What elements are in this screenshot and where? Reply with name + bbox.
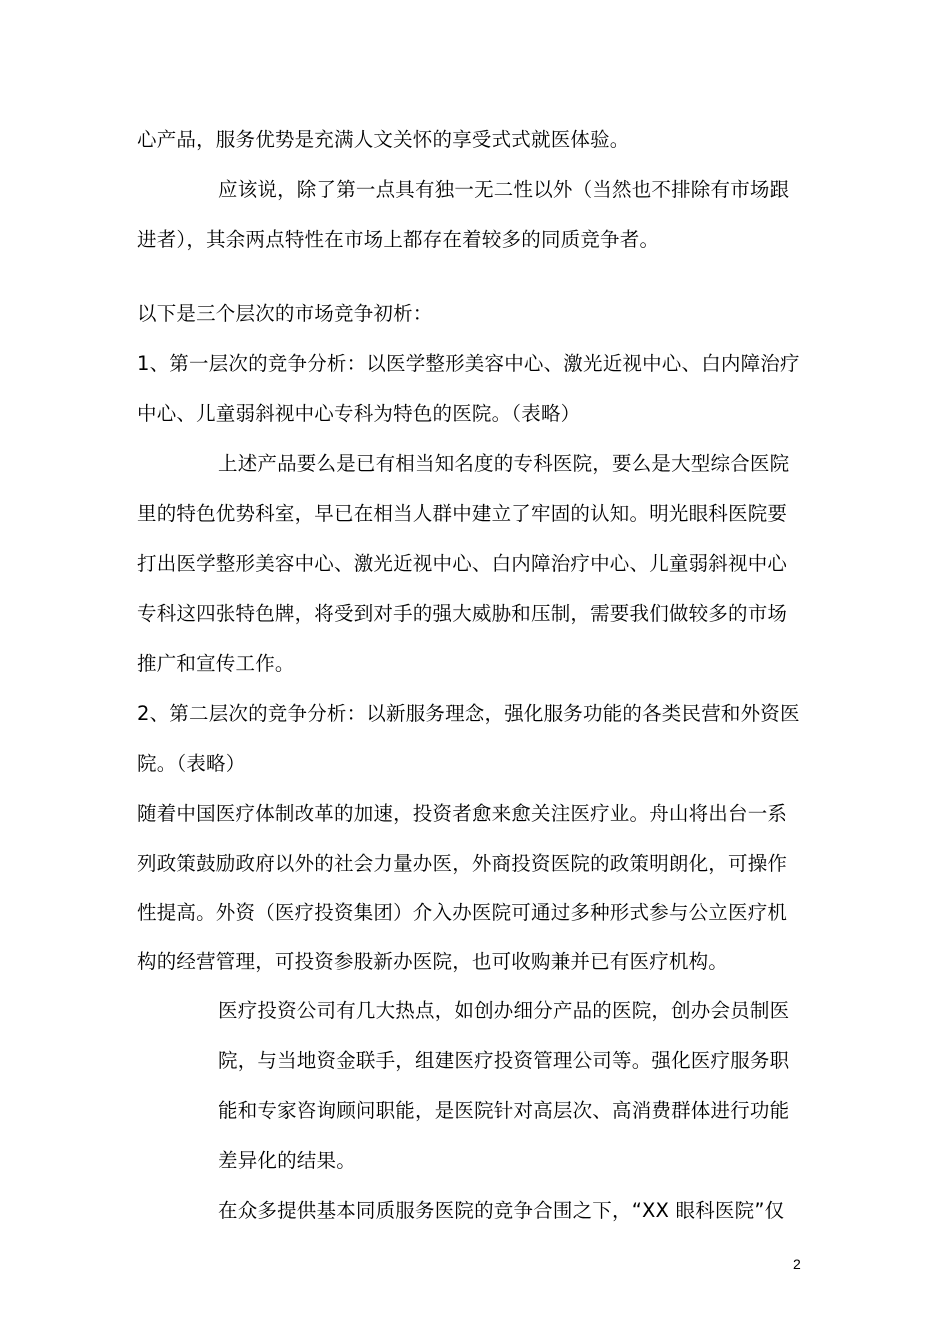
text-line: 医疗投资公司有几大热点，如创办细分产品的医院，创办会员制医 [218,999,790,1022]
text-line: 2、第二层次的竞争分析：以新服务理念，强化服务功能的各类民营和外资医 [137,702,800,725]
text-line: 上述产品要么是已有相当知名度的专科医院，要么是大型综合医院 [218,452,790,475]
page-number: 2 [793,1256,801,1272]
text-line: 差异化的结果。 [218,1149,356,1172]
text-line: 在众多提供基本同质服务医院的竞争合围之下，“XX 眼科医院”仅 [218,1199,785,1222]
text-line: 中心、儿童弱斜视中心专科为特色的医院。（表略） [137,402,581,425]
text-line: 1、第一层次的竞争分析：以医学整形美容中心、激光近视中心、白内障治疗 [137,352,800,375]
text-line: 列政策鼓励政府以外的社会力量办医，外商投资医院的政策明朗化，可操作 [137,852,788,875]
text-line: 心产品，服务优势是充满人文关怀的享受式式就医体验。 [137,128,630,151]
text-line: 构的经营管理，可投资参股新办医院，也可收购兼并已有医疗机构。 [137,950,729,973]
text-line: 里的特色优势科室，早已在相当人群中建立了牢固的认知。明光眼科医院要 [137,502,788,525]
text-line: 应该说，除了第一点具有独一无二性以外（当然也不排除有市场跟 [218,178,790,201]
text-line: 院。（表略） [137,752,246,775]
text-line: 打出医学整形美容中心、激光近视中心、白内障治疗中心、儿童弱斜视中心 [137,552,788,575]
text-line: 院，与当地资金联手，组建医疗投资管理公司等。强化医疗服务职 [218,1049,790,1072]
text-line: 随着中国医疗体制改革的加速，投资者愈来愈关注医疗业。舟山将出台一系 [137,802,788,825]
text-line: 性提高。外资（医疗投资集团）介入办医院可通过多种形式参与公立医疗机 [137,901,788,924]
text-line: 进者），其余两点特性在市场上都存在着较多的同质竞争者。 [137,228,660,251]
text-line: 能和专家咨询顾问职能，是医院针对高层次、高消费群体进行功能 [218,1099,790,1122]
text-line: 以下是三个层次的市场竞争初析： [137,302,433,325]
text-line: 推广和宣传工作。 [137,652,295,675]
text-line: 专科这四张特色牌，将受到对手的强大威胁和压制，需要我们做较多的市场 [137,602,788,625]
